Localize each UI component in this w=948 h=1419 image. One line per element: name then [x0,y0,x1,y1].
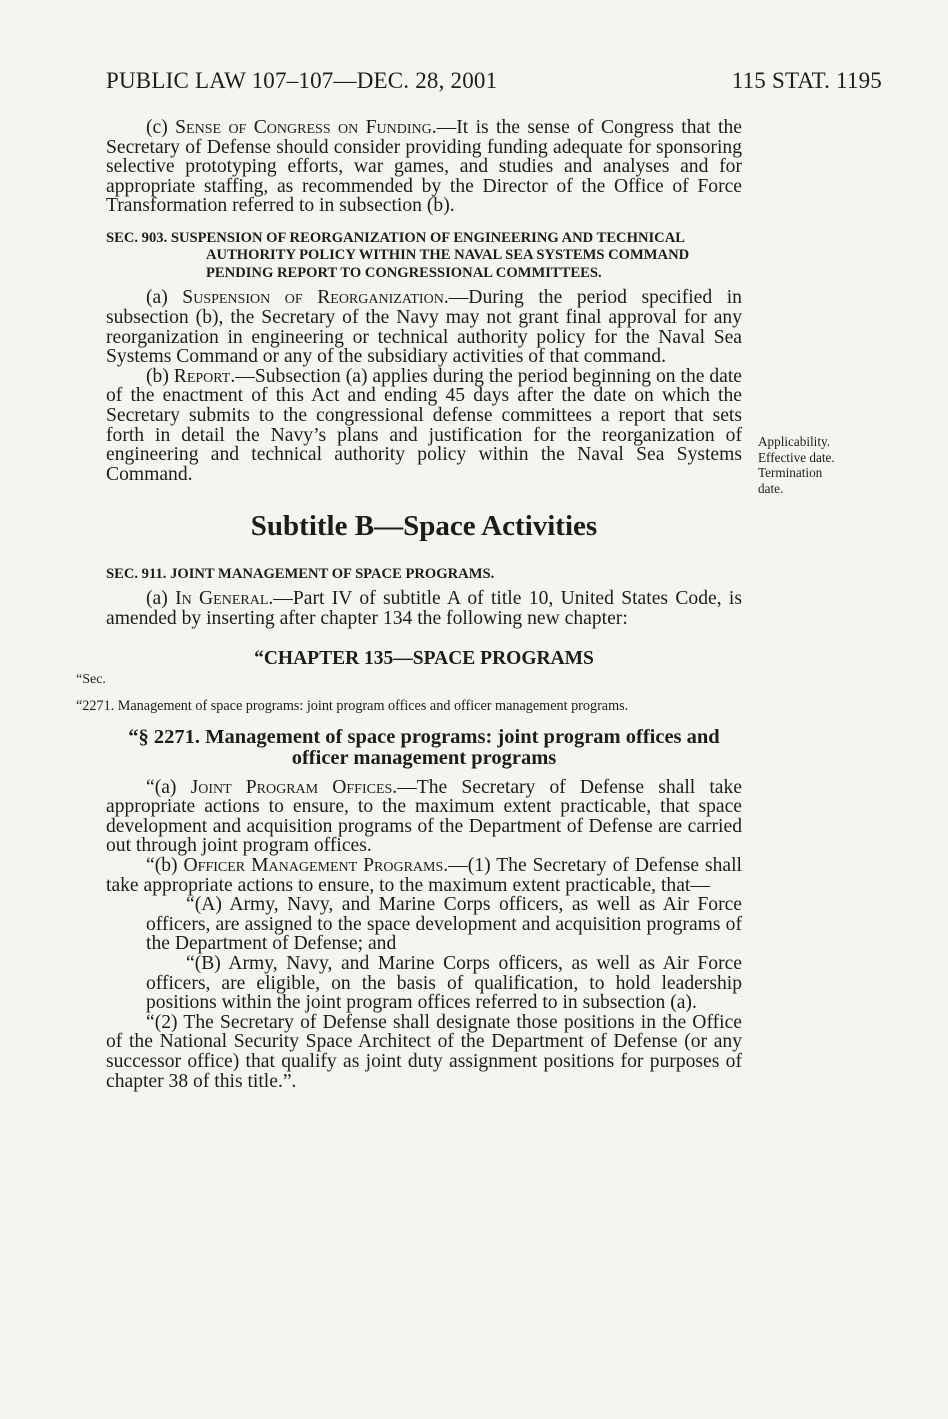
margin-notes [758,434,878,496]
subsection-heading: In General [175,587,269,609]
subsection-heading: Report [173,365,231,387]
subsection-c-sense-of-congress: (c) Sense of Congress on Funding.—It is the sense of Congress that the Secretary of Defense should consider providing funding adequate for sponsoring selective prototyping efforts, war games, and studies and analyses and for appropriate staffing, as recommended by the Director of the Office of Force Transformation referred to in subsection (b). [106,117,742,217]
section-2271-subsection-b: “(b) Officer Management Programs.—(1) The Secretary of Defense shall take appropriate actions to ensure, to the maximum extent practicable, that— [106,854,742,896]
chapter-title: “CHAPTER 135—SPACE PROGRAMS [254,648,594,670]
table-of-sections-label: “Sec. [76,672,106,688]
margin-note: date. [758,480,784,496]
subparagraph-A: “(A) Army, Navy, and Marine Corps officers, as well as Air Force officers, are assigned to the space development and acquisition programs of the Department of Defense; and [146,894,742,955]
section-2271-subsection-a: “(a) Joint Program Offices.—The Secretary of Defense shall take appropriate actions to ensure, to the maximum extent practicable, that space development and acquisition programs of the Department of Defense are carried out through joint program offices. [106,776,742,857]
margin-note: Termination [758,465,823,480]
margin-note: Applicability. [758,434,831,449]
subsection-heading: Officer Management Programs [183,854,444,876]
section-2271-title: “§ 2271. Management of space programs: joint program offices and officer management programs [128,725,720,770]
public-law-citation: PUBLIC LAW 107–107—DEC. 28, 2001 [106,68,498,93]
toc-entry: “2271. Management of space programs: joint program offices and officer management programs. [76,698,629,715]
section-911-subsection-a: (a) In General.—Part IV of subtitle A of title 10, United States Code, is amended by inserting after chapter 134 the following new chapter: [106,587,742,629]
table-of-sections [76,698,742,715]
subsection-heading: Joint Program Offices [190,776,393,798]
section-903-subsection-b: (b) Report.—Subsection (a) applies during the period beginning on the date of the enactment of this Act and ending 45 days after the date on which the Secretary submits to the congressional defense committees a report that sets forth in detail the Navy’s plans and justification for the reorganization of engineering and technical authority policy within the Naval Sea Systems Command. [106,365,742,485]
subparagraph-B: “(B) Army, Navy, and Marine Corps officers, as well as Air Force officers, are eligible, on the basis of qualification, to hold leadership positions within the joint program offices referred to in subsection (a). [146,952,742,1014]
section-903-subsection-a: (a) Suspension of Reorganization.—During the period specified in subsection (b), the Secretary of the Navy may not grant final approval for any reorganization in engineering or technical authority policy for the Naval Sea Systems Command or any of the subsidiary activities of that command. [106,287,742,368]
section-903-heading: SEC. 903. SUSPENSION OF REORGANIZATION OF ENGINEERING AND TECHNICAL AUTHORITY POLICY WITHIN THE NAVAL SEA SYSTEMS COMMAND PENDING REPORT TO CONGRESSIONAL COMMITTEES. [106,229,690,281]
section-911-heading: SEC. 911. JOINT MANAGEMENT OF SPACE PROGRAMS. [106,566,495,583]
paragraph-2: “(2) The Secretary of Defense shall designate those positions in the Office of the National Security Space Architect of the Department of Defense (or any successor office) that qualify as joint duty assignment positions for purposes of chapter 38 of this title.”. [106,1011,742,1092]
subsection-heading: Sense of Congress on Funding [175,117,432,138]
main-text-column [76,117,742,1092]
statute-page-number: 115 STAT. 1195 [731,68,882,93]
margin-note: Effective date. [758,449,835,465]
subtitle-heading: Subtitle B—Space Activities [250,510,598,543]
subsection-heading: Suspension of Reorganization [182,287,444,309]
